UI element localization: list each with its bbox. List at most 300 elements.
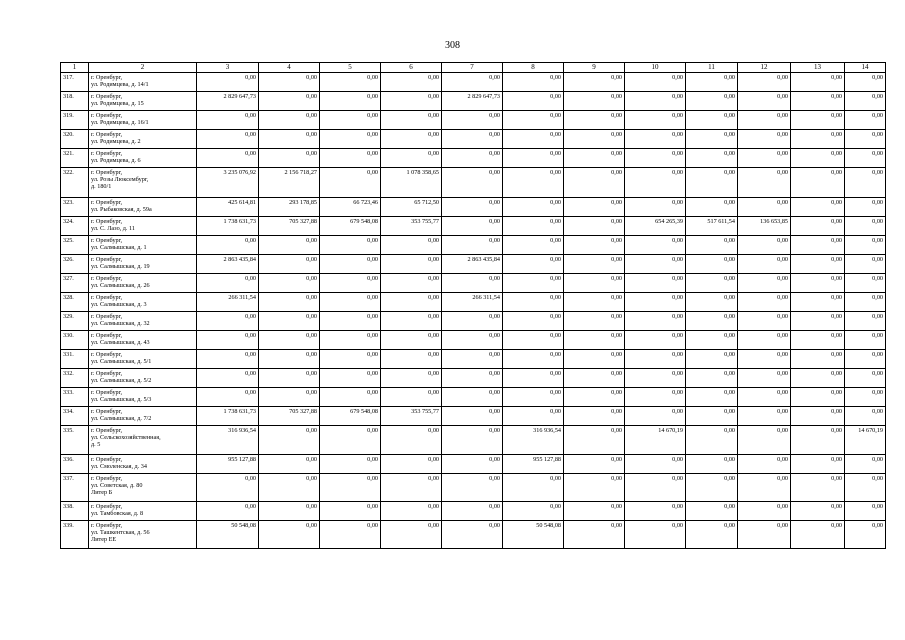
value-cell-col-13: 0,00 [791, 236, 845, 255]
address-cell [89, 474, 197, 502]
value-cell-col-10: 654 265,39 [625, 217, 686, 236]
value-cell-col-14: 0,00 [845, 502, 886, 521]
value-cell-col-3: 2 829 647,73 [197, 92, 259, 111]
value-cell-col-7: 0,00 [442, 502, 503, 521]
value-cell-col-7: 266 311,54 [442, 293, 503, 312]
address-cell [89, 73, 197, 92]
value-cell-col-4: 0,00 [259, 255, 320, 274]
value-cell-col-7: 0,00 [442, 168, 503, 198]
value-cell-col-5: 0,00 [320, 168, 381, 198]
value-cell-col-9: 0,00 [564, 388, 625, 407]
value-cell-col-6: 0,00 [381, 312, 442, 331]
value-cell-col-14: 0,00 [845, 369, 886, 388]
address-line: г. Оренбург, [91, 150, 123, 157]
value-cell-col-8: 0,00 [503, 92, 564, 111]
value-cell-col-12: 0,00 [738, 274, 791, 293]
column-header-12: 12 [738, 63, 791, 73]
value-cell-col-3: 425 614,81 [197, 198, 259, 217]
row-number: 327. [61, 274, 89, 293]
value-cell-col-10: 0,00 [625, 168, 686, 198]
address-line: г. Оренбург, [91, 313, 123, 320]
value-cell-col-13: 0,00 [791, 350, 845, 369]
value-cell-col-11: 0,00 [686, 426, 738, 455]
value-cell-col-9: 0,00 [564, 198, 625, 217]
address-cell [89, 92, 197, 111]
value-cell-col-9: 0,00 [564, 350, 625, 369]
value-cell-col-4: 705 327,88 [259, 217, 320, 236]
row-number: 329. [61, 312, 89, 331]
address-line: ул. Салмышская, д. 7/2 [91, 415, 152, 423]
address-line: г. Оренбург, [91, 456, 123, 463]
value-cell-col-13: 0,00 [791, 255, 845, 274]
value-cell-col-5: 0,00 [320, 293, 381, 312]
value-cell-col-6: 65 712,50 [381, 198, 442, 217]
value-cell-col-12: 0,00 [738, 255, 791, 274]
row-number: 334. [61, 407, 89, 426]
table-row [61, 255, 886, 274]
column-header-3: 3 [197, 63, 259, 73]
address-line: ул. Родимцева, д. 14/1 [91, 81, 149, 89]
value-cell-col-11: 0,00 [686, 350, 738, 369]
address-cell [89, 255, 197, 274]
table-row [61, 198, 886, 217]
value-cell-col-7: 0,00 [442, 388, 503, 407]
value-cell-col-5: 0,00 [320, 521, 381, 549]
value-cell-col-14: 0,00 [845, 130, 886, 149]
column-header-1: 1 [61, 63, 89, 73]
value-cell-col-14: 0,00 [845, 168, 886, 198]
value-cell-col-11: 0,00 [686, 92, 738, 111]
table-row [61, 426, 886, 455]
value-cell-col-10: 0,00 [625, 521, 686, 549]
value-cell-col-6: 0,00 [381, 274, 442, 293]
value-cell-col-7: 0,00 [442, 198, 503, 217]
address-line: ул. Салмышская, д. 1 [91, 244, 147, 252]
value-cell-col-7: 0,00 [442, 149, 503, 168]
value-cell-col-9: 0,00 [564, 426, 625, 455]
value-cell-col-13: 0,00 [791, 474, 845, 502]
value-cell-col-4: 0,00 [259, 350, 320, 369]
address-cell [89, 293, 197, 312]
value-cell-col-12: 0,00 [738, 130, 791, 149]
value-cell-col-9: 0,00 [564, 149, 625, 168]
value-cell-col-13: 0,00 [791, 293, 845, 312]
address-cell [89, 236, 197, 255]
row-number: 323. [61, 198, 89, 217]
value-cell-col-7: 0,00 [442, 474, 503, 502]
column-header-9: 9 [564, 63, 625, 73]
row-number: 337. [61, 474, 89, 502]
value-cell-col-14: 0,00 [845, 474, 886, 502]
value-cell-col-11: 0,00 [686, 198, 738, 217]
value-cell-col-14: 0,00 [845, 350, 886, 369]
value-cell-col-12: 0,00 [738, 331, 791, 350]
value-cell-col-3: 1 738 631,73 [197, 407, 259, 426]
value-cell-col-3: 0,00 [197, 236, 259, 255]
value-cell-col-7: 0,00 [442, 130, 503, 149]
address-line: Литер Б [91, 489, 113, 497]
value-cell-col-5: 679 548,08 [320, 217, 381, 236]
value-cell-col-6: 0,00 [381, 455, 442, 474]
value-cell-col-5: 0,00 [320, 130, 381, 149]
value-cell-col-12: 0,00 [738, 426, 791, 455]
address-cell [89, 130, 197, 149]
value-cell-col-3: 0,00 [197, 149, 259, 168]
address-line: ул. Тамбовская, д. 8 [91, 510, 144, 518]
value-cell-col-3: 0,00 [197, 502, 259, 521]
value-cell-col-11: 0,00 [686, 474, 738, 502]
value-cell-col-5: 0,00 [320, 369, 381, 388]
value-cell-col-14: 0,00 [845, 198, 886, 217]
value-cell-col-7: 0,00 [442, 111, 503, 130]
value-cell-col-8: 0,00 [503, 388, 564, 407]
address-cell [89, 455, 197, 474]
value-cell-col-13: 0,00 [791, 73, 845, 92]
value-cell-col-3: 0,00 [197, 350, 259, 369]
value-cell-col-5: 0,00 [320, 236, 381, 255]
table-row [61, 521, 886, 549]
value-cell-col-12: 0,00 [738, 521, 791, 549]
value-cell-col-4: 0,00 [259, 73, 320, 92]
value-cell-col-8: 0,00 [503, 502, 564, 521]
row-number: 320. [61, 130, 89, 149]
address-line: г. Оренбург, [91, 256, 123, 263]
column-header-5: 5 [320, 63, 381, 73]
value-cell-col-6: 0,00 [381, 369, 442, 388]
address-line: г. Оренбург, [91, 427, 123, 434]
value-cell-col-6: 0,00 [381, 502, 442, 521]
value-cell-col-9: 0,00 [564, 73, 625, 92]
value-cell-col-12: 0,00 [738, 236, 791, 255]
value-cell-col-6: 0,00 [381, 388, 442, 407]
value-cell-col-5: 0,00 [320, 92, 381, 111]
address-line: г. Оренбург, [91, 351, 123, 358]
table-row [61, 388, 886, 407]
value-cell-col-7: 2 829 647,73 [442, 92, 503, 111]
value-cell-col-10: 0,00 [625, 198, 686, 217]
row-number: 328. [61, 293, 89, 312]
address-cell [89, 369, 197, 388]
value-cell-col-13: 0,00 [791, 426, 845, 455]
value-cell-col-4: 0,00 [259, 474, 320, 502]
value-cell-col-10: 0,00 [625, 369, 686, 388]
value-cell-col-13: 0,00 [791, 274, 845, 293]
value-cell-col-9: 0,00 [564, 474, 625, 502]
value-cell-col-4: 0,00 [259, 388, 320, 407]
value-cell-col-14: 0,00 [845, 312, 886, 331]
address-line: г. Оренбург, [91, 169, 123, 176]
address-line: г. Оренбург, [91, 74, 123, 81]
value-cell-col-4: 0,00 [259, 331, 320, 350]
value-cell-col-14: 0,00 [845, 331, 886, 350]
value-cell-col-9: 0,00 [564, 407, 625, 426]
value-cell-col-11: 0,00 [686, 168, 738, 198]
address-cell [89, 407, 197, 426]
value-cell-col-3: 316 936,54 [197, 426, 259, 455]
address-cell [89, 111, 197, 130]
address-line: г. Оренбург, [91, 332, 123, 339]
value-cell-col-6: 0,00 [381, 293, 442, 312]
address-line: г. Оренбург, [91, 522, 123, 529]
value-cell-col-14: 14 670,19 [845, 426, 886, 455]
value-cell-col-6: 0,00 [381, 350, 442, 369]
address-cell [89, 168, 197, 198]
value-cell-col-3: 0,00 [197, 388, 259, 407]
table-row [61, 474, 886, 502]
value-cell-col-3: 0,00 [197, 274, 259, 293]
value-cell-col-9: 0,00 [564, 274, 625, 293]
value-cell-col-10: 0,00 [625, 312, 686, 331]
value-cell-col-6: 0,00 [381, 130, 442, 149]
row-number: 321. [61, 149, 89, 168]
table-row [61, 293, 886, 312]
value-cell-col-9: 0,00 [564, 455, 625, 474]
value-cell-col-3: 0,00 [197, 130, 259, 149]
value-cell-col-10: 0,00 [625, 130, 686, 149]
value-cell-col-10: 0,00 [625, 274, 686, 293]
value-cell-col-3: 50 548,08 [197, 521, 259, 549]
address-line: ул. Салмышская, д. 43 [91, 339, 150, 347]
value-cell-col-13: 0,00 [791, 92, 845, 111]
value-cell-col-4: 0,00 [259, 502, 320, 521]
value-cell-col-14: 0,00 [845, 73, 886, 92]
value-cell-col-12: 0,00 [738, 198, 791, 217]
value-cell-col-13: 0,00 [791, 149, 845, 168]
value-cell-col-7: 0,00 [442, 331, 503, 350]
value-cell-col-11: 0,00 [686, 521, 738, 549]
value-cell-col-6: 0,00 [381, 331, 442, 350]
value-cell-col-5: 0,00 [320, 274, 381, 293]
value-cell-col-14: 0,00 [845, 149, 886, 168]
value-cell-col-9: 0,00 [564, 168, 625, 198]
address-line: ул. Салмышская, д. 3 [91, 301, 147, 309]
value-cell-col-14: 0,00 [845, 217, 886, 236]
address-cell [89, 502, 197, 521]
value-cell-col-14: 0,00 [845, 455, 886, 474]
address-line: г. Оренбург, [91, 131, 123, 138]
value-cell-col-13: 0,00 [791, 521, 845, 549]
value-cell-col-13: 0,00 [791, 130, 845, 149]
value-cell-col-13: 0,00 [791, 168, 845, 198]
address-cell [89, 331, 197, 350]
value-cell-col-11: 517 611,54 [686, 217, 738, 236]
value-cell-col-9: 0,00 [564, 255, 625, 274]
value-cell-col-4: 0,00 [259, 426, 320, 455]
value-cell-col-10: 0,00 [625, 92, 686, 111]
address-cell [89, 312, 197, 331]
address-line: ул. Салмышская, д. 5/2 [91, 377, 152, 385]
value-cell-col-14: 0,00 [845, 407, 886, 426]
value-cell-col-12: 0,00 [738, 73, 791, 92]
value-cell-col-11: 0,00 [686, 255, 738, 274]
address-cell [89, 217, 197, 236]
value-cell-col-6: 0,00 [381, 92, 442, 111]
value-cell-col-10: 0,00 [625, 236, 686, 255]
row-number: 333. [61, 388, 89, 407]
address-line: г. Оренбург, [91, 199, 123, 206]
address-line: д. 180/1 [91, 183, 112, 191]
address-line: ул. Родимцева, д. 6 [91, 157, 141, 165]
value-cell-col-4: 0,00 [259, 274, 320, 293]
value-cell-col-9: 0,00 [564, 217, 625, 236]
value-cell-col-3: 1 738 631,73 [197, 217, 259, 236]
value-cell-col-4: 0,00 [259, 521, 320, 549]
row-number: 338. [61, 502, 89, 521]
table-row [61, 350, 886, 369]
value-cell-col-5: 0,00 [320, 350, 381, 369]
value-cell-col-10: 0,00 [625, 502, 686, 521]
value-cell-col-8: 0,00 [503, 274, 564, 293]
value-cell-col-11: 0,00 [686, 73, 738, 92]
value-cell-col-11: 0,00 [686, 293, 738, 312]
value-cell-col-14: 0,00 [845, 236, 886, 255]
table-row [61, 331, 886, 350]
value-cell-col-11: 0,00 [686, 502, 738, 521]
value-cell-col-9: 0,00 [564, 331, 625, 350]
value-cell-col-9: 0,00 [564, 130, 625, 149]
value-cell-col-8: 0,00 [503, 217, 564, 236]
value-cell-col-12: 0,00 [738, 474, 791, 502]
value-cell-col-12: 0,00 [738, 293, 791, 312]
value-cell-col-7: 0,00 [442, 369, 503, 388]
value-cell-col-11: 0,00 [686, 455, 738, 474]
value-cell-col-7: 0,00 [442, 426, 503, 455]
value-cell-col-3: 0,00 [197, 474, 259, 502]
value-cell-col-12: 0,00 [738, 312, 791, 331]
table-row [61, 130, 886, 149]
value-cell-col-14: 0,00 [845, 274, 886, 293]
value-cell-col-4: 0,00 [259, 369, 320, 388]
address-line: г. Оренбург, [91, 93, 123, 100]
address-line: г. Оренбург, [91, 370, 123, 377]
value-cell-col-3: 955 127,88 [197, 455, 259, 474]
value-cell-col-6: 0,00 [381, 73, 442, 92]
address-cell [89, 274, 197, 293]
value-cell-col-5: 0,00 [320, 474, 381, 502]
value-cell-col-10: 0,00 [625, 350, 686, 369]
value-cell-col-7: 0,00 [442, 73, 503, 92]
value-cell-col-12: 0,00 [738, 92, 791, 111]
row-number: 335. [61, 426, 89, 455]
value-cell-col-12: 0,00 [738, 350, 791, 369]
value-cell-col-5: 66 723,46 [320, 198, 381, 217]
value-cell-col-3: 2 863 435,84 [197, 255, 259, 274]
value-cell-col-5: 0,00 [320, 255, 381, 274]
value-cell-col-5: 0,00 [320, 502, 381, 521]
value-cell-col-11: 0,00 [686, 274, 738, 293]
row-number: 318. [61, 92, 89, 111]
value-cell-col-12: 136 653,85 [738, 217, 791, 236]
value-cell-col-12: 0,00 [738, 502, 791, 521]
address-line: ул. Сельскохозяйственная, [91, 434, 161, 442]
value-cell-col-4: 705 327,88 [259, 407, 320, 426]
row-number: 325. [61, 236, 89, 255]
value-cell-col-13: 0,00 [791, 388, 845, 407]
value-cell-col-9: 0,00 [564, 293, 625, 312]
row-number: 331. [61, 350, 89, 369]
value-cell-col-3: 266 311,54 [197, 293, 259, 312]
value-cell-col-6: 0,00 [381, 255, 442, 274]
address-line: г. Оренбург, [91, 475, 123, 482]
address-line: г. Оренбург, [91, 294, 123, 301]
address-line: ул. Салмышская, д. 5/3 [91, 396, 152, 404]
value-cell-col-8: 0,00 [503, 198, 564, 217]
value-cell-col-7: 0,00 [442, 407, 503, 426]
value-cell-col-8: 0,00 [503, 350, 564, 369]
value-cell-col-10: 0,00 [625, 455, 686, 474]
row-number: 319. [61, 111, 89, 130]
address-line: ул. Салмышская, д. 19 [91, 263, 150, 271]
value-cell-col-5: 0,00 [320, 388, 381, 407]
value-cell-col-6: 0,00 [381, 236, 442, 255]
value-cell-col-11: 0,00 [686, 149, 738, 168]
address-line: ул. С. Лазо, д. 11 [91, 225, 135, 233]
value-cell-col-4: 2 156 718,27 [259, 168, 320, 198]
table-row [61, 73, 886, 92]
value-cell-col-8: 0,00 [503, 149, 564, 168]
value-cell-col-8: 316 936,54 [503, 426, 564, 455]
value-cell-col-12: 0,00 [738, 149, 791, 168]
value-cell-col-10: 14 670,19 [625, 426, 686, 455]
address-line: д. 5 [91, 441, 101, 449]
row-number: 326. [61, 255, 89, 274]
value-cell-col-8: 50 548,08 [503, 521, 564, 549]
value-cell-col-4: 293 178,85 [259, 198, 320, 217]
value-cell-col-13: 0,00 [791, 407, 845, 426]
value-cell-col-9: 0,00 [564, 521, 625, 549]
address-cell [89, 198, 197, 217]
table-row [61, 274, 886, 293]
value-cell-col-11: 0,00 [686, 312, 738, 331]
row-number: 339. [61, 521, 89, 549]
value-cell-col-14: 0,00 [845, 388, 886, 407]
column-header-6: 6 [381, 63, 442, 73]
value-cell-col-3: 3 235 076,92 [197, 168, 259, 198]
value-cell-col-10: 0,00 [625, 407, 686, 426]
column-header-8: 8 [503, 63, 564, 73]
address-cell [89, 426, 197, 455]
value-cell-col-12: 0,00 [738, 369, 791, 388]
value-cell-col-9: 0,00 [564, 369, 625, 388]
row-number: 332. [61, 369, 89, 388]
value-cell-col-7: 0,00 [442, 274, 503, 293]
table-row [61, 168, 886, 198]
value-cell-col-5: 0,00 [320, 426, 381, 455]
value-cell-col-14: 0,00 [845, 92, 886, 111]
value-cell-col-4: 0,00 [259, 455, 320, 474]
value-cell-col-8: 0,00 [503, 236, 564, 255]
value-cell-col-8: 0,00 [503, 407, 564, 426]
address-cell [89, 149, 197, 168]
value-cell-col-14: 0,00 [845, 255, 886, 274]
address-line: г. Оренбург, [91, 275, 123, 282]
value-cell-col-14: 0,00 [845, 293, 886, 312]
value-cell-col-6: 0,00 [381, 474, 442, 502]
data-table [60, 62, 886, 549]
value-cell-col-9: 0,00 [564, 502, 625, 521]
value-cell-col-5: 0,00 [320, 312, 381, 331]
value-cell-col-9: 0,00 [564, 92, 625, 111]
value-cell-col-6: 0,00 [381, 521, 442, 549]
table-row [61, 455, 886, 474]
column-header-14: 14 [845, 63, 886, 73]
address-cell [89, 521, 197, 549]
value-cell-col-8: 0,00 [503, 73, 564, 92]
value-cell-col-13: 0,00 [791, 217, 845, 236]
address-cell [89, 350, 197, 369]
address-line: ул. Родимцева, д. 16/1 [91, 119, 149, 127]
value-cell-col-10: 0,00 [625, 149, 686, 168]
